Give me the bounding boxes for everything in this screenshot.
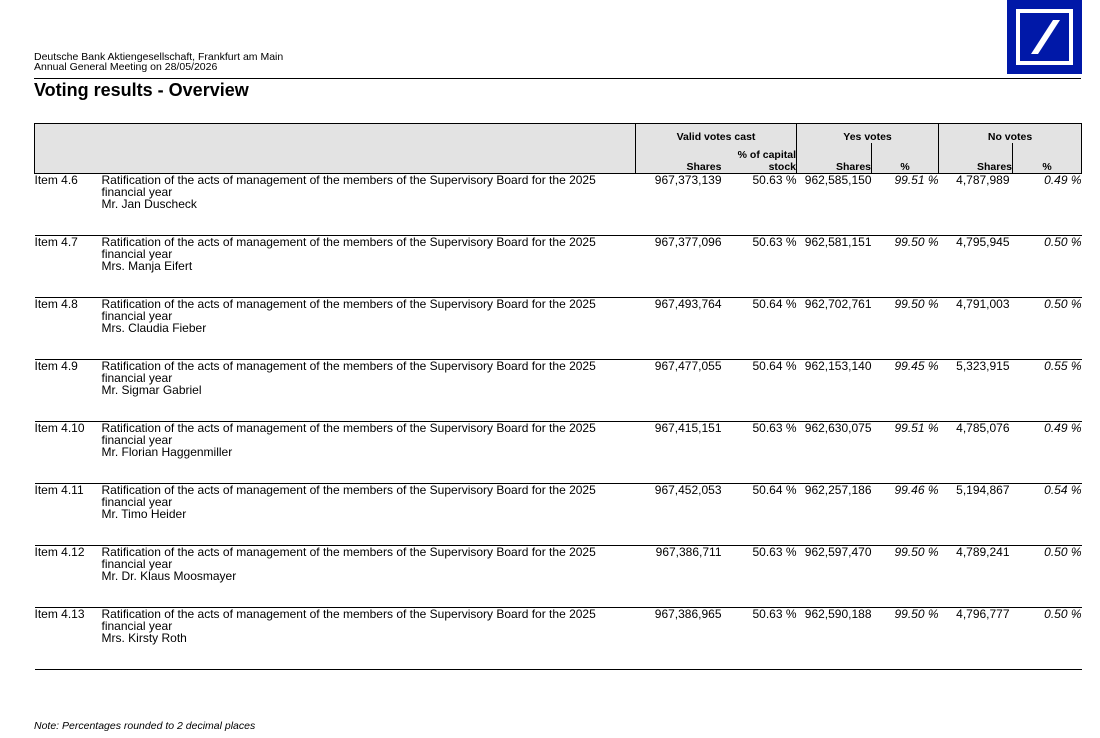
no-pct: 0.50 % [1013, 236, 1082, 298]
description-text: Ratification of the acts of management of the members of the Supervisory Board for the 2025 financial year [101, 235, 596, 261]
item-description [102, 298, 636, 360]
no-shares: 4,787,989 [939, 174, 1013, 236]
valid-shares: 967,377,096 [636, 236, 722, 298]
no-shares: 4,795,945 [939, 236, 1013, 298]
valid-shares: 967,415,151 [636, 422, 722, 484]
no-shares: 5,323,915 [939, 360, 1013, 422]
yes-shares: 962,702,761 [797, 298, 872, 360]
deutsche-bank-logo-icon [1007, 0, 1082, 74]
col-valid-shares: Shares [636, 143, 722, 174]
item-description [102, 484, 636, 546]
group-yes-votes: Yes votes [797, 124, 939, 144]
yes-pct: 99.50 % [872, 298, 939, 360]
col-no-shares: Shares [939, 143, 1013, 174]
item-number: Item 4.12 [35, 546, 102, 608]
person-name: Mr. Sigmar Gabriel [101, 383, 202, 397]
valid-pct: 50.64 % [722, 360, 797, 422]
item-number: Item 4.10 [35, 422, 102, 484]
person-name: Mrs. Kirsty Roth [101, 631, 187, 645]
item-description [102, 422, 636, 484]
valid-pct: 50.63 % [722, 546, 797, 608]
no-shares: 4,789,241 [939, 546, 1013, 608]
meeting-date: Annual General Meeting on 28/05/2026 [34, 61, 218, 73]
description-text: Ratification of the acts of management of the members of the Supervisory Board for the 2025 financial year [101, 483, 596, 509]
item-description [102, 546, 636, 608]
table-row [35, 360, 1082, 422]
description-text: Ratification of the acts of management of the members of the Supervisory Board for the 2025 financial year [101, 297, 596, 323]
person-name: Mr. Florian Haggenmiller [101, 445, 233, 459]
item-number: Item 4.6 [35, 174, 102, 236]
person-name: Mr. Jan Duscheck [101, 197, 197, 211]
valid-shares: 967,493,764 [636, 298, 722, 360]
person-name: Mrs. Manja Eifert [101, 259, 193, 273]
header-rule [34, 78, 1081, 79]
yes-pct: 99.51 % [872, 174, 939, 236]
description-text: Ratification of the acts of management of the members of the Supervisory Board for the 2025 financial year [101, 173, 596, 199]
description-text: Ratification of the acts of management of the members of the Supervisory Board for the 2025 financial year [101, 607, 596, 633]
yes-shares: 962,630,075 [797, 422, 872, 484]
yes-shares: 962,581,151 [797, 236, 872, 298]
item-description [102, 236, 636, 298]
valid-pct: 50.63 % [722, 174, 797, 236]
table-row [35, 298, 1082, 360]
description-text: Ratification of the acts of management of the members of the Supervisory Board for the 2025 financial year [101, 359, 596, 385]
person-name: Mr. Dr. Klaus Moosmayer [101, 569, 237, 583]
item-number: Item 4.7 [35, 236, 102, 298]
yes-pct: 99.50 % [872, 546, 939, 608]
item-number: Item 4.13 [35, 608, 102, 670]
yes-shares: 962,597,470 [797, 546, 872, 608]
no-shares: 4,796,777 [939, 608, 1013, 670]
yes-pct: 99.50 % [872, 608, 939, 670]
description-text: Ratification of the acts of management of the members of the Supervisory Board for the 2025 financial year [101, 421, 596, 447]
no-pct: 0.49 % [1013, 422, 1082, 484]
table-row [35, 236, 1082, 298]
yes-shares: 962,585,150 [797, 174, 872, 236]
no-shares: 4,791,003 [939, 298, 1013, 360]
no-shares: 4,785,076 [939, 422, 1013, 484]
yes-pct: 99.50 % [872, 236, 939, 298]
logo-slash-icon [1007, 0, 1082, 74]
footnote: Note: Percentages rounded to 2 decimal places [34, 720, 256, 732]
page-title: Voting results - Overview [34, 80, 249, 100]
valid-pct: 50.63 % [722, 608, 797, 670]
person-name: Mrs. Claudia Fieber [101, 321, 207, 335]
valid-shares: 967,452,053 [636, 484, 722, 546]
item-description [102, 608, 636, 670]
valid-shares: 967,386,711 [636, 546, 722, 608]
yes-shares: 962,590,188 [797, 608, 872, 670]
person-name: Mr. Timo Heider [101, 507, 187, 521]
table-row [35, 174, 1082, 236]
table-row [35, 546, 1082, 608]
valid-shares: 967,386,965 [636, 608, 722, 670]
group-no-votes: No votes [939, 124, 1082, 144]
valid-shares: 967,373,139 [636, 174, 722, 236]
no-pct: 0.54 % [1013, 484, 1082, 546]
item-description [102, 360, 636, 422]
item-number: Item 4.11 [35, 484, 102, 546]
valid-shares: 967,477,055 [636, 360, 722, 422]
header-blank [35, 124, 636, 174]
item-description [102, 174, 636, 236]
no-shares: 5,194,867 [939, 484, 1013, 546]
no-pct: 0.55 % [1013, 360, 1082, 422]
description-text: Ratification of the acts of management of the members of the Supervisory Board for the 2025 financial year [101, 545, 596, 571]
yes-pct: 99.46 % [872, 484, 939, 546]
group-valid-votes: Valid votes cast [636, 124, 797, 144]
yes-shares: 962,257,186 [797, 484, 872, 546]
col-no-pct: % [1013, 143, 1082, 174]
yes-pct: 99.45 % [872, 360, 939, 422]
yes-pct: 99.51 % [872, 422, 939, 484]
col-valid-pct: % of capital stock [722, 143, 797, 174]
no-pct: 0.50 % [1013, 298, 1082, 360]
col-yes-pct: % [872, 143, 939, 174]
company-name: Deutsche Bank Aktiengesellschaft, Frankfurt am Main [34, 51, 284, 63]
table-row [35, 484, 1082, 546]
valid-pct: 50.63 % [722, 422, 797, 484]
yes-shares: 962,153,140 [797, 360, 872, 422]
item-number: Item 4.8 [35, 298, 102, 360]
no-pct: 0.50 % [1013, 546, 1082, 608]
valid-pct: 50.63 % [722, 236, 797, 298]
no-pct: 0.49 % [1013, 174, 1082, 236]
table-row [35, 608, 1082, 670]
valid-pct: 50.64 % [722, 484, 797, 546]
table-row [35, 422, 1082, 484]
col-yes-shares: Shares [797, 143, 872, 174]
voting-results-table [34, 123, 1082, 670]
no-pct: 0.50 % [1013, 608, 1082, 670]
valid-pct: 50.64 % [722, 298, 797, 360]
item-number: Item 4.9 [35, 360, 102, 422]
